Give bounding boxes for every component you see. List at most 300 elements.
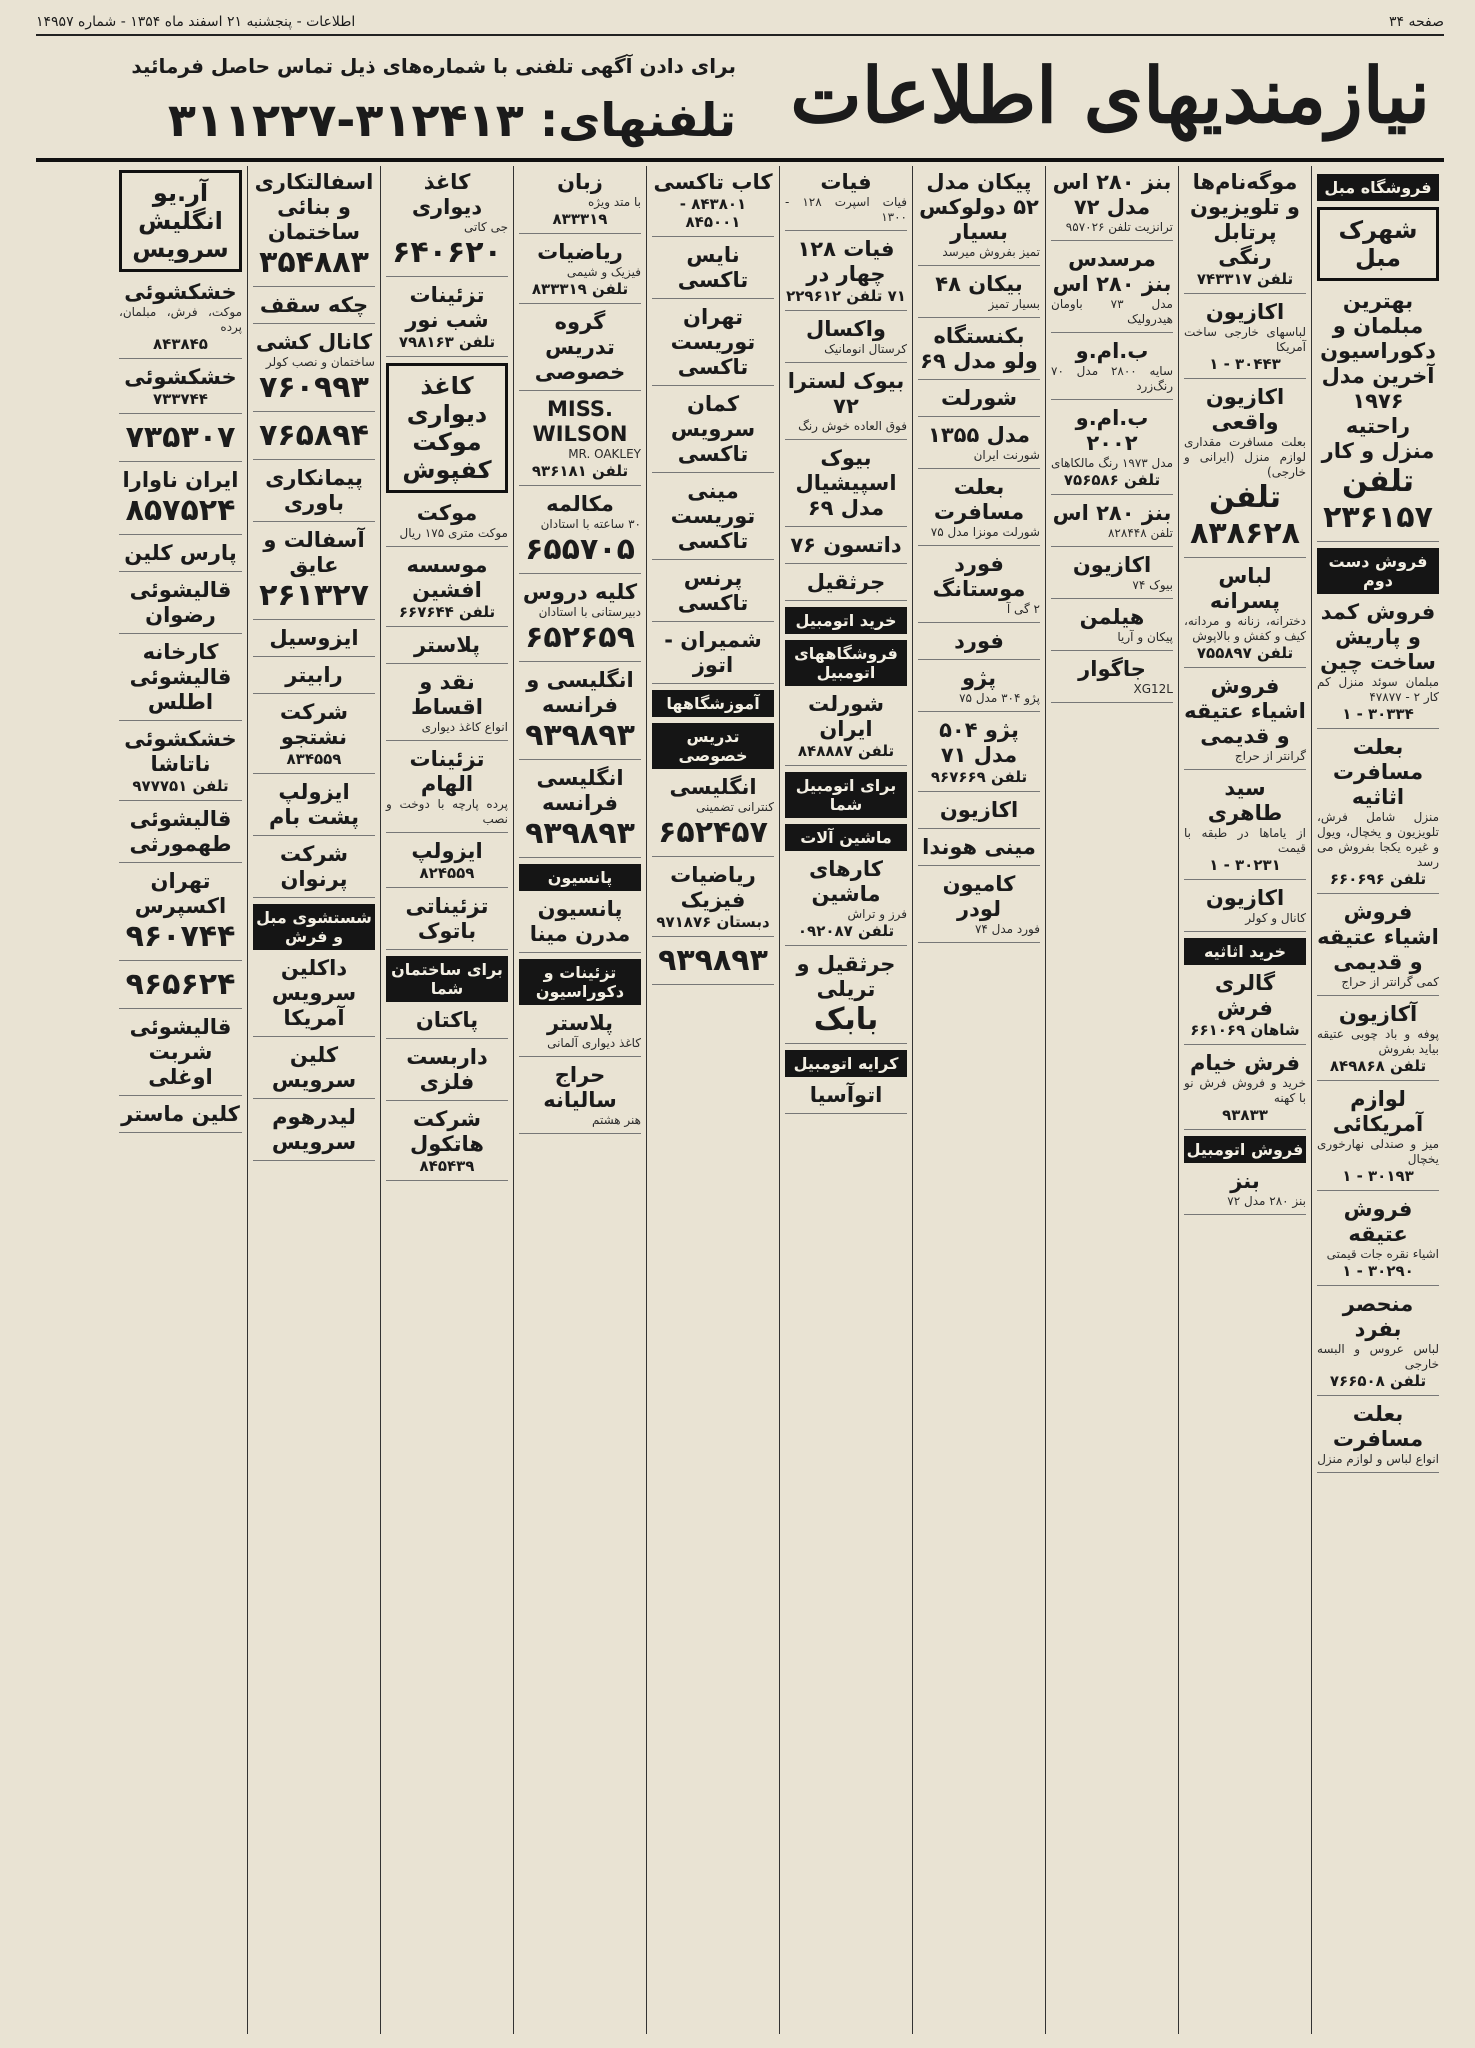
ad-headline: هیلمن bbox=[1079, 605, 1145, 629]
category-header: خرید اتومبیل bbox=[785, 607, 907, 634]
ad-phone: ۸۳۳۳۱۹ bbox=[552, 210, 608, 228]
classified-ad bbox=[652, 775, 774, 857]
ad-headline: زبان bbox=[557, 170, 603, 194]
ad-body: تلفن ۸۲۸۴۴۸ bbox=[1107, 526, 1173, 540]
ad-headline: کلین سرویس bbox=[271, 1043, 357, 1092]
ad-body: کاغذ دیواری آلمانی bbox=[547, 1036, 641, 1050]
classified-ad bbox=[1051, 501, 1173, 547]
classified-ad bbox=[918, 629, 1040, 660]
ad-body: فیزیک و شیمی bbox=[566, 265, 641, 279]
classified-ad bbox=[119, 869, 242, 961]
classified-ad bbox=[1317, 735, 1439, 894]
classified-ad bbox=[918, 872, 1040, 943]
classified-ad bbox=[652, 392, 774, 473]
ad-column bbox=[646, 166, 779, 2034]
classified-ad bbox=[119, 727, 242, 801]
ad-column bbox=[114, 166, 247, 2034]
ad-phone: ۷۶۵۸۹۴ bbox=[259, 418, 369, 453]
classified-ad bbox=[119, 1015, 242, 1096]
classified-ad bbox=[652, 479, 774, 560]
ad-body: کمی گرانتر از حراج bbox=[1341, 975, 1439, 989]
ad-phone: ۲۶۱۳۲۷ bbox=[259, 578, 369, 613]
ad-phone: ۳۰۴۴۳ - ۱ bbox=[1209, 355, 1281, 373]
ad-body: سایه ۲۸۰۰ مدل ۷۰ رنگ‌زرد bbox=[1051, 364, 1173, 393]
ad-headline: گروه تدریس خصوصی bbox=[534, 310, 626, 384]
ad-headline: کلین ماستر bbox=[121, 1102, 240, 1126]
ad-phone: ۹۶۵۶۲۴ bbox=[125, 967, 236, 1002]
ad-phone: ۹۳۹۸۹۳ bbox=[525, 816, 635, 851]
classified-ad bbox=[918, 835, 1040, 866]
ad-phone: تلفن ۶۶۷۶۴۴ bbox=[398, 603, 496, 621]
ad-headline: بنز ۲۸۰ اس مدل ۷۲ bbox=[1052, 170, 1172, 219]
classified-ad bbox=[1317, 1197, 1439, 1286]
issue-bar bbox=[36, 10, 1444, 36]
ad-body: دخترانه، زنانه و مردانه، کیف و کفش و بالاپوش bbox=[1184, 614, 1306, 643]
ad-body: بیوک ۷۴ bbox=[1132, 578, 1173, 592]
ad-body: هنر هشتم bbox=[591, 1113, 641, 1127]
classified-ad bbox=[519, 580, 641, 662]
ad-body: خرید و فروش فرش نو با کهنه bbox=[1184, 1076, 1306, 1105]
classified-ad bbox=[1051, 553, 1173, 599]
ad-headline: فروش اشیاء عتیقه و قدیمی bbox=[1184, 674, 1306, 748]
ad-headline: کارخانه قالیشوئی اطلس bbox=[129, 640, 232, 714]
ad-phone: ۳۰۱۹۳ - ۱ bbox=[1342, 1167, 1414, 1185]
ad-headline: قالیشوئی طهمورثی bbox=[129, 807, 232, 856]
ad-body: فیات اسپرت ۱۲۸ - ۱۳۰۰ bbox=[785, 195, 907, 224]
ad-headline: شورلت bbox=[940, 386, 1018, 410]
classified-ad bbox=[1184, 300, 1306, 379]
ad-body: کانال و کولر bbox=[1245, 911, 1306, 925]
classified-ad bbox=[652, 863, 774, 937]
ad-headline: خشکشوئی bbox=[124, 365, 237, 389]
classified-ad bbox=[652, 243, 774, 299]
classified-ad bbox=[253, 528, 375, 620]
ad-headline: فروش کمد و پاریش ساخت چین bbox=[1320, 600, 1436, 674]
advertiser-logo: شهرک مبل bbox=[1317, 207, 1439, 281]
ad-phone: ۳۰۲۹۰ - ۱ bbox=[1342, 1262, 1414, 1280]
category-header: آموزشگاهها bbox=[652, 690, 774, 717]
ad-phone: ۸۴۳۸۴۵ bbox=[153, 335, 208, 353]
ad-phone: ۷۳۳۷۴۴ bbox=[153, 390, 208, 408]
classified-ad bbox=[519, 1011, 641, 1057]
ad-headline: کارهای ماشین bbox=[809, 857, 883, 906]
classified-ad bbox=[253, 330, 375, 412]
classified-ad bbox=[1051, 605, 1173, 651]
ad-headline: پانسیون مدرن مینا bbox=[529, 897, 631, 946]
ad-headline: تهران اکسپرس bbox=[134, 869, 227, 918]
page-label: صفحه ۳۴ bbox=[1388, 14, 1444, 30]
advertiser-logo: کاغذ دیواری موکت کفپوش bbox=[386, 363, 508, 493]
category-header: تدریس خصوصی bbox=[652, 723, 774, 769]
category-header: فروش اتومبیل bbox=[1184, 1136, 1306, 1163]
ad-body: لباسهای خارجی ساخت آمریکا bbox=[1184, 325, 1306, 354]
category-header: فروشگاه مبل bbox=[1317, 174, 1439, 201]
classified-ad bbox=[1184, 886, 1306, 932]
ad-headline: مرسدس بنز ۲۸۰ اس bbox=[1052, 247, 1172, 296]
ad-column bbox=[1178, 166, 1311, 2034]
ad-headline: پاکتان bbox=[415, 1008, 479, 1032]
ad-phone: ۹۳۹۸۹۳ bbox=[658, 943, 768, 978]
classified-ad bbox=[785, 1083, 907, 1114]
ad-body: پژو ۳۰۴ مدل ۷۵ bbox=[959, 691, 1040, 705]
ad-body: مدل ۷۳ باومان هیدرولیک bbox=[1051, 297, 1173, 326]
ad-headline: خشکشوئی ناتاشا bbox=[124, 727, 237, 776]
ad-headline: انگلیسی و فرانسه bbox=[526, 668, 634, 717]
ad-headline: نایس تاکسی bbox=[677, 243, 749, 292]
ad-headline: اکازیون bbox=[1205, 300, 1285, 324]
ad-headline: فورد bbox=[954, 629, 1004, 653]
ad-body: فرز و تراش bbox=[847, 907, 907, 921]
classified-ad bbox=[918, 272, 1040, 318]
classified-ad bbox=[386, 1107, 508, 1181]
classified-ad bbox=[519, 897, 641, 953]
masthead bbox=[36, 40, 1444, 162]
ad-headline: رابیتر bbox=[285, 663, 343, 687]
ad-headline: تزئینات شب نور bbox=[405, 283, 489, 332]
ad-phone: تلفن ۶۶۰۶۹۶ bbox=[1329, 870, 1427, 888]
ad-column bbox=[1045, 166, 1178, 2034]
ad-headline: شرکت پرنوان bbox=[279, 842, 349, 891]
ad-phone: تلفن ۷۴۳۳۱۷ bbox=[1196, 270, 1294, 288]
ad-body: کرستال انومانیک bbox=[824, 342, 907, 356]
ad-headline: تزئینات الهام bbox=[409, 747, 485, 796]
ad-headline: خشکشوئی bbox=[124, 280, 237, 304]
ad-headline: پژو ۵۰۴ مدل ۷۱ bbox=[939, 718, 1019, 767]
ad-body: ۳۰ ساعته با استادان bbox=[540, 517, 641, 531]
ad-headline: آسفالت و عایق bbox=[263, 528, 365, 577]
ad-body: جی کاتی bbox=[464, 220, 508, 234]
classified-ad bbox=[119, 807, 242, 863]
classified-ad bbox=[386, 839, 508, 888]
classified-ad bbox=[652, 566, 774, 622]
ad-phone: تلفن ۸۳۳۳۱۹ bbox=[531, 280, 629, 298]
category-header: تزئینات و دکوراسیون bbox=[519, 959, 641, 1005]
category-header: پانسیون bbox=[519, 864, 641, 891]
ad-headline: اسفالتکاری و بنائی ساختمان bbox=[254, 170, 374, 244]
classified-ad bbox=[1051, 339, 1173, 400]
ad-phone: ۷۱ تلفن ۲۲۹۶۱۲ bbox=[786, 287, 906, 305]
ad-headline: MISS. WILSON bbox=[532, 397, 628, 446]
ad-phone: تلفن ۸۳۸۶۲۸ bbox=[1190, 480, 1300, 551]
ad-phone: تلفن ۰۹۲۰۸۷ bbox=[797, 922, 895, 940]
ad-headline: حراج سالیانه bbox=[543, 1063, 617, 1112]
ad-headline: تزئیناتی باتوک bbox=[405, 894, 489, 943]
ad-headline: اکازیون واقعی bbox=[1205, 385, 1285, 434]
ad-phone: تلفن ۹۷۷۷۵۱ bbox=[132, 777, 229, 795]
ad-phone: ۹۳۸۳۳ bbox=[1222, 1106, 1268, 1124]
ad-phone: تلفن ۹۳۶۱۸۱ bbox=[531, 462, 629, 480]
issue-line: اطلاعات - پنجشنبه ۲۱ اسفند ماه ۱۳۵۴ - شماره ۱۴۹۵۷ bbox=[36, 14, 356, 30]
ad-body: ۲ گی آ bbox=[1006, 602, 1040, 616]
ad-phone: ۹۳۹۸۹۳ bbox=[525, 718, 635, 753]
ad-phone: تلفن ۸۴۹۸۶۸ bbox=[1329, 1057, 1427, 1075]
ad-headline: پلاستر bbox=[413, 633, 481, 657]
ad-headline: اتوآسیا bbox=[809, 1083, 883, 1107]
classified-ad bbox=[785, 857, 907, 946]
ad-headline: بعلت مسافرت bbox=[933, 475, 1025, 524]
ad-phone: شاهان ۶۶۱۰۶۹ bbox=[1190, 1021, 1300, 1039]
ad-phone: ۳۵۴۸۸۳ bbox=[259, 245, 369, 280]
classified-ad bbox=[918, 386, 1040, 417]
classified-ad bbox=[253, 663, 375, 694]
classified-ad bbox=[253, 956, 375, 1037]
classified-ad bbox=[1317, 289, 1439, 542]
classified-ad bbox=[253, 418, 375, 460]
classified-ad bbox=[386, 1045, 508, 1101]
ad-body: XG12L bbox=[1133, 682, 1173, 696]
ad-headline: بنز ۲۸۰ اس bbox=[1052, 501, 1172, 525]
classified-ad bbox=[119, 280, 242, 359]
classified-ad bbox=[119, 365, 242, 414]
classified-ad bbox=[1317, 1002, 1439, 1081]
classified-ad bbox=[519, 492, 641, 574]
classified-ad bbox=[785, 446, 907, 527]
classified-ad bbox=[253, 466, 375, 522]
ad-headline: بعلت مسافرت bbox=[1332, 1402, 1424, 1451]
ad-headline: اکازیون bbox=[939, 798, 1019, 822]
classified-ad bbox=[519, 310, 641, 391]
category-header: خرید اثاثیه bbox=[1184, 938, 1306, 965]
classified-ad bbox=[1184, 1169, 1306, 1215]
ad-body: لباس عروس و البسه خارجی bbox=[1317, 1342, 1439, 1371]
classified-ad bbox=[119, 578, 242, 634]
advertiser-logo: آر.یو انگلیش سرویس bbox=[119, 170, 242, 272]
ad-headline: پژو bbox=[961, 666, 996, 690]
ad-headline: داکلین سرویس آمریکا bbox=[271, 956, 357, 1030]
classified-ad bbox=[918, 324, 1040, 380]
ad-phone: ۷۳۵۳۰۷ bbox=[125, 420, 236, 455]
ad-headline: انگلیسی فرانسه bbox=[536, 766, 624, 815]
category-header: برای اتومبیل شما bbox=[785, 772, 907, 818]
ad-headline: فیات bbox=[820, 170, 872, 194]
ad-body: پیکان و آریا bbox=[1117, 630, 1173, 644]
ad-phone: ۸۴۵۴۳۹ bbox=[419, 1157, 475, 1175]
classified-ad bbox=[785, 533, 907, 564]
ad-headline: جاگوار bbox=[1078, 657, 1146, 681]
ad-phone: ۸۲۴۵۵۹ bbox=[419, 864, 475, 882]
ad-body: MR. OAKLEY bbox=[568, 447, 641, 461]
classified-ad bbox=[918, 423, 1040, 469]
ad-headline: پلاستر bbox=[546, 1011, 614, 1035]
ad-body: میز و صندلی نهارخوری یخچال bbox=[1317, 1137, 1439, 1166]
ad-headline: مکالمه bbox=[546, 492, 614, 516]
ad-body: بنز ۲۸۰ مدل ۷۲ bbox=[1227, 1194, 1306, 1208]
ad-headline: قالیشوئی شربت اوغلی bbox=[129, 1015, 232, 1089]
classified-ad bbox=[1051, 406, 1173, 495]
ad-headline: کاغذ دیواری bbox=[411, 170, 483, 219]
ad-headline: پیمانکاری باوری bbox=[265, 466, 363, 515]
ad-column bbox=[380, 166, 513, 2034]
ad-phone: بابک bbox=[813, 1002, 879, 1037]
ad-headline: بیوک لسترا ۷۲ bbox=[787, 369, 905, 418]
ad-headline: لیدرهوم سرویس bbox=[271, 1105, 357, 1154]
classified-ad bbox=[1051, 657, 1173, 703]
ad-phone: تلفن ۹۶۷۶۶۹ bbox=[930, 768, 1028, 786]
ad-column bbox=[779, 166, 912, 2034]
classified-ad bbox=[386, 747, 508, 833]
classified-ad bbox=[785, 170, 907, 231]
ad-headline: بیوک اسپیشیال مدل ۶۹ bbox=[795, 446, 897, 520]
category-header: ماشین آلات bbox=[785, 824, 907, 851]
category-header: شستشوی مبل و فرش bbox=[253, 904, 375, 950]
classified-ad bbox=[918, 170, 1040, 266]
classified-ad bbox=[785, 369, 907, 440]
ad-headline: ریاضیات فیزیک bbox=[670, 863, 756, 912]
ad-headline: ایزولپ پشت بام bbox=[269, 780, 359, 829]
ad-headline: ایران ناوارا bbox=[122, 468, 239, 492]
ad-headline: موگه‌نام‌ها و تلویزیون پرتابل رنگی bbox=[1190, 170, 1300, 269]
ad-headline: بنز bbox=[1230, 1169, 1260, 1193]
ad-headline: پرنس تاکسی bbox=[677, 566, 749, 615]
ad-body: انواع کاغذ دیواری bbox=[421, 720, 508, 734]
ad-body: منزل شامل فرش، تلویزیون و یخچال، ویول و غیره یکجا بفروش می رسد bbox=[1317, 810, 1439, 869]
ad-phone: ۶۴۰۶۲۰ bbox=[392, 235, 502, 270]
classified-ad bbox=[119, 420, 242, 462]
classified-ad bbox=[253, 1105, 375, 1161]
ad-headline: شمیران - اتوز bbox=[664, 628, 762, 677]
ad-body: مدل ۱۹۷۳ رنگ مالکاهای bbox=[1051, 456, 1173, 470]
ad-headline: کلیه دروس bbox=[522, 580, 638, 604]
classified-ad bbox=[1317, 1292, 1439, 1396]
classified-ad bbox=[119, 1102, 242, 1133]
classified-ad bbox=[918, 475, 1040, 546]
ad-headline: چکه سقف bbox=[259, 293, 369, 317]
classified-ad bbox=[1184, 971, 1306, 1045]
classified-ad bbox=[1317, 1402, 1439, 1473]
classified-ad bbox=[253, 700, 375, 774]
classified-ad bbox=[519, 170, 641, 234]
ad-headline: داربست فلزی bbox=[406, 1045, 488, 1094]
classified-ad bbox=[119, 468, 242, 535]
ad-headline: قالیشوئی رضوان bbox=[129, 578, 232, 627]
ad-headline: مینی توریست تاکسی bbox=[670, 479, 756, 553]
ad-headline: موکت bbox=[416, 501, 478, 525]
ad-phone: ۳۰۳۳۴ - ۱ bbox=[1342, 705, 1414, 723]
ad-headline: بهترین مبلمان و دکوراسیون آخرین مدل ۱۹۷۶ راحتیه منزل و کار bbox=[1320, 289, 1436, 463]
ad-headline: نقد و اقساط bbox=[410, 670, 483, 719]
classified-ad bbox=[785, 317, 907, 363]
classified-ad bbox=[386, 670, 508, 741]
ad-phone: تلفن ۷۹۸۱۶۳ bbox=[398, 333, 496, 351]
classified-ad bbox=[785, 237, 907, 311]
classified-ad bbox=[1184, 564, 1306, 668]
classified-ad bbox=[1184, 170, 1306, 294]
classified-ad bbox=[386, 894, 508, 950]
classified-ad bbox=[785, 952, 907, 1044]
ad-headline: کانال کشی bbox=[255, 330, 373, 354]
ad-body: پوفه و باد چوبی عتیقه بیاید بفروش bbox=[1317, 1027, 1439, 1056]
classified-ad bbox=[785, 692, 907, 766]
category-header: فروش دست دوم bbox=[1317, 548, 1439, 594]
ad-headline: بعلت مسافرت اثاثیه bbox=[1332, 735, 1424, 809]
category-header: برای ساختمان شما bbox=[386, 956, 508, 1002]
ad-headline: شرکت هاتکول bbox=[410, 1107, 484, 1156]
ad-body: فورد مدل ۷۴ bbox=[974, 922, 1040, 936]
ad-body: گرانتر از حراج bbox=[1234, 749, 1306, 763]
ad-headline: کمان سرویس تاکسی bbox=[670, 392, 756, 466]
category-header: فروشگاههای اتومبیل bbox=[785, 640, 907, 686]
classified-ad bbox=[253, 1043, 375, 1099]
ad-body: بسیار تمیز bbox=[988, 297, 1040, 311]
classified-ad bbox=[386, 1008, 508, 1039]
classified-ad bbox=[253, 780, 375, 836]
ad-headline: داتسون ۷۶ bbox=[790, 533, 902, 557]
ad-phone: ۳۰۲۳۱ - ۱ bbox=[1209, 856, 1281, 874]
classified-ad bbox=[1184, 776, 1306, 880]
ad-column bbox=[247, 166, 380, 2034]
newspaper-page bbox=[36, 10, 1444, 2034]
ad-headline: فروش عتیقه bbox=[1343, 1197, 1413, 1246]
ad-body: کنترانی تضمینی bbox=[696, 800, 774, 814]
classified-ad bbox=[918, 666, 1040, 712]
classified-ad bbox=[386, 170, 508, 277]
ad-headline: آکازیون bbox=[1338, 1002, 1418, 1026]
classified-ad bbox=[1184, 674, 1306, 770]
classified-ad bbox=[519, 240, 641, 304]
classified-ad bbox=[119, 541, 242, 572]
ad-body: از یاماها در طبقه با قیمت bbox=[1184, 826, 1306, 855]
ad-phone: ۶۵۲۴۵۷ bbox=[658, 815, 768, 850]
ad-body: موکت متری ۱۷۵ ریال bbox=[399, 526, 508, 540]
classified-ad bbox=[119, 640, 242, 721]
ad-headline: انگلیسی bbox=[669, 775, 757, 799]
section-title: نیازمندیهای اطلاعات bbox=[790, 51, 1430, 140]
ad-headline: بکنستگاه ولو مدل ۶۹ bbox=[920, 324, 1038, 373]
ad-headline: مدل ۱۳۵۵ bbox=[928, 423, 1030, 447]
classified-ad bbox=[1051, 247, 1173, 333]
ad-headline: واکسال bbox=[806, 317, 886, 341]
ad-phone: ۸۳۴۵۵۹ bbox=[286, 750, 342, 768]
ad-body: با متد ویژه bbox=[587, 195, 641, 209]
classified-ad bbox=[253, 842, 375, 898]
ad-column bbox=[912, 166, 1045, 2034]
classified-ad bbox=[652, 628, 774, 684]
ad-headline: ب.ام.و bbox=[1075, 339, 1149, 363]
ad-body: انواع لباس و لوازم منزل bbox=[1317, 1452, 1439, 1466]
ad-headline: فروش اشیاء عتیقه و قدیمی bbox=[1317, 900, 1439, 974]
ad-headline: پیکان مدل ۵۲ دولوکس بسیار bbox=[919, 170, 1039, 244]
ad-body: ترانزیت تلفن ۹۵۷۰۲۶ bbox=[1065, 220, 1173, 234]
classified-ad bbox=[386, 633, 508, 664]
classified-ad bbox=[519, 766, 641, 858]
ad-headline: ب.ام.و ۲۰۰۲ bbox=[1075, 406, 1149, 455]
ad-headline: لوازم آمریکائی bbox=[1332, 1087, 1424, 1136]
ad-headline: کامیون لودر bbox=[942, 872, 1016, 921]
ad-headline: لباس پسرانه bbox=[1209, 564, 1281, 613]
classified-ad bbox=[1317, 1087, 1439, 1191]
ad-headline: ریاضیات bbox=[537, 240, 623, 264]
classified-ad bbox=[253, 293, 375, 324]
ad-headline: منحصر بفرد bbox=[1342, 1292, 1414, 1341]
classified-ad bbox=[386, 553, 508, 627]
classified-ad bbox=[386, 501, 508, 547]
ad-headline: جرثقیل و تریلی bbox=[796, 952, 896, 1001]
classified-ad bbox=[1317, 600, 1439, 729]
ad-headline: پارس کلین bbox=[124, 541, 237, 565]
category-header: کرایه اتومبیل bbox=[785, 1050, 907, 1077]
classified-ad bbox=[386, 283, 508, 357]
ad-headline: اکازیون bbox=[1072, 553, 1152, 577]
ad-phone: تلفن ۷۶۶۵۰۸ bbox=[1329, 1372, 1427, 1390]
call-note: برای دادن آگهی تلفنی با شماره‌های ذیل تماس حاصل فرمائید bbox=[131, 54, 736, 78]
ad-body: مبلمان سوئد منزل کم کار ۲ - ۴۷۸۷۷ bbox=[1317, 675, 1439, 704]
ad-phone: تلفن ۷۵۶۵۸۶ bbox=[1063, 471, 1161, 489]
classified-ad bbox=[652, 943, 774, 985]
ad-body: فوق العاده خوش رنگ bbox=[798, 419, 907, 433]
classified-ad bbox=[519, 1063, 641, 1134]
call-phones: تلفنهای: ۳۱۲۴۱۳-۳۱۱۲۲۷ bbox=[167, 93, 736, 147]
classified-ad bbox=[652, 170, 774, 237]
